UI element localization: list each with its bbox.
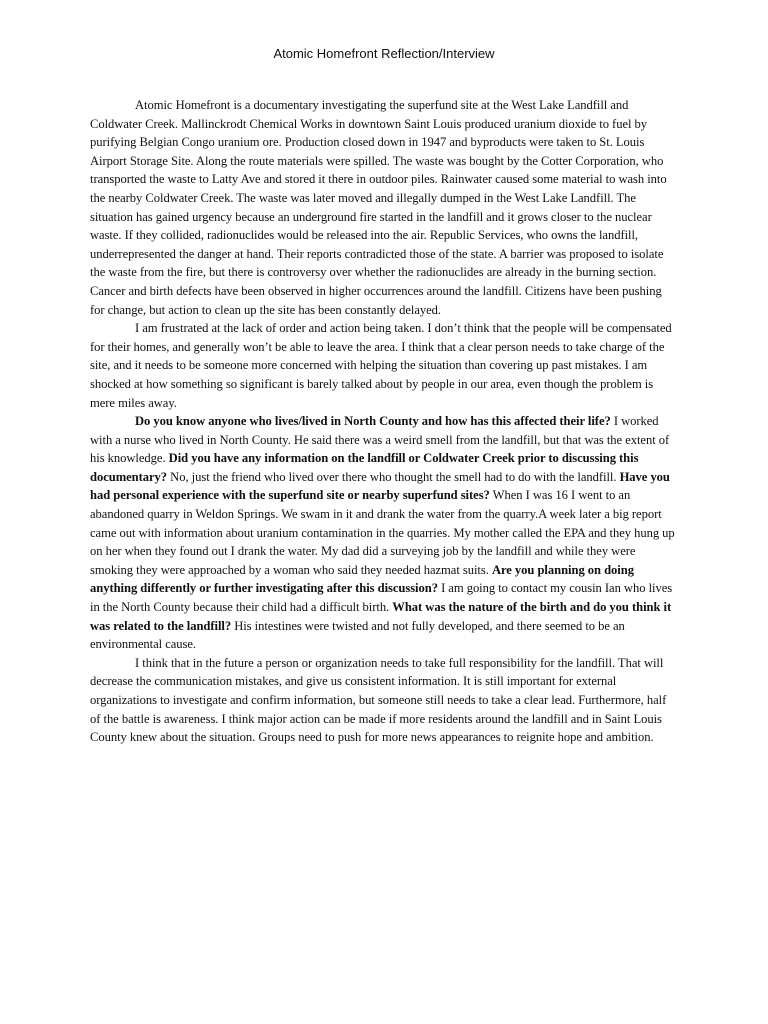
conclusion-text: I think that in the future a person or organization needs to take full responsibility for the landfill. That will decrease the communication mistakes, and give us consistent information. It is still important for external organizations to investigate and confirm information, but someone still needs to take a clear lead. Furthermore, half of the battle is awareness. I think major action can be made if more residents around the landfill and in Saint Louis County knew about the situation. Groups need to push for more news appearances to reignite hope and ambition. (90, 655, 667, 745)
interview-answer-2: No, just the friend who lived over there who thought the smell had to do with the landfill. (167, 469, 620, 484)
interview-answer-1: I worked with a nurse who lived in North County. He said there was a weird smell from the landfill, but that was the extent of his knowledge. (90, 414, 670, 466)
interview-answer-5: His intestines were twisted and not fully developed, and there seemed to be an environmental cause. (90, 618, 625, 652)
paragraph-conclusion (90, 654, 678, 747)
reaction-text: I am frustrated at the lack of order and action being taken. I don’t think that the people will be compensated for their homes, and generally won’t be able to leave the area. I think that a clear person needs to take charge of the site, and it needs to be someone more concerned with helping the situation than covering up past mistakes. I am shocked at how something so significant is barely talked about by people in our area, even though the problem is mere miles away. (90, 321, 672, 410)
interview-answer-4: I am going to contact my cousin Ian who lives in the North County because their child had a difficult birth. (90, 581, 673, 615)
paragraph-reaction (90, 319, 678, 412)
interview-question-3: Have you had personal experience with the superfund site or nearby superfund sites? (90, 469, 670, 503)
interview-answer-3: When I was 16 I went to an abandoned quarry in Weldon Springs. We swam in it and drank the water from the quarry.A week later a big report came out with information about uranium contamination in the quarries. My mother called the EPA and they hung up on her when they found out I drank the water. My dad did a surveying job by the landfill and while they were smoking they were approached by a woman who said they needed hazmat suits. (90, 488, 675, 577)
paragraph-interview (90, 412, 678, 654)
summary-text: Atomic Homefront is a documentary investigating the superfund site at the West Lake Landfill and Coldwater Creek. Mallinckrodt Chemical Works in downtown Saint Louis produced uranium dioxide to fuel by purifying Belgian Congo uranium ore. Production closed down in 1947 and byproducts were taken to St. Louis Airport Storage Site. Along the route materials were spilled. The waste was bought by the Cotter Corporation, who transported the waste to Latty Ave and stored it there in outdoor piles. Rainwater caused some material to wash into the nearby Coldwater Creek. The waste was later moved and illegally dumped in the West Lake Landfill. The situation has gained urgency because an underground fire started in the landfill and it grows closer to the nuclear waste. If they collided, radionuclides would be released into the air. Republic Services, who owns the landfill, underrepresented the danger at hand. Their reports contradicted those of the state. A barrier was proposed to isolate the waste from the fire, but there is controversy over whether the radionuclides are already in the burning section. Cancer and birth defects have been observed in higher occurrences around the landfill. Citizens have been pushing for change, but action to clean up the site has been constantly delayed. (90, 98, 667, 317)
paragraph-summary (90, 96, 678, 319)
document-title: Atomic Homefront Reflection/Interview (273, 46, 495, 61)
interview-question-4: Are you planning on doing anything differently or further investigating after this discussion? (90, 562, 634, 596)
interview-question-2: Did you have any information on the landfill or Coldwater Creek prior to discussing this documentary? (90, 451, 639, 484)
interview-question-5: What was the nature of the birth and do you think it was related to the landfill? (90, 600, 672, 633)
document-body (90, 96, 678, 747)
interview-question-1: Do you know anyone who lives/lived in North County and how has this affected their life? (135, 414, 611, 429)
